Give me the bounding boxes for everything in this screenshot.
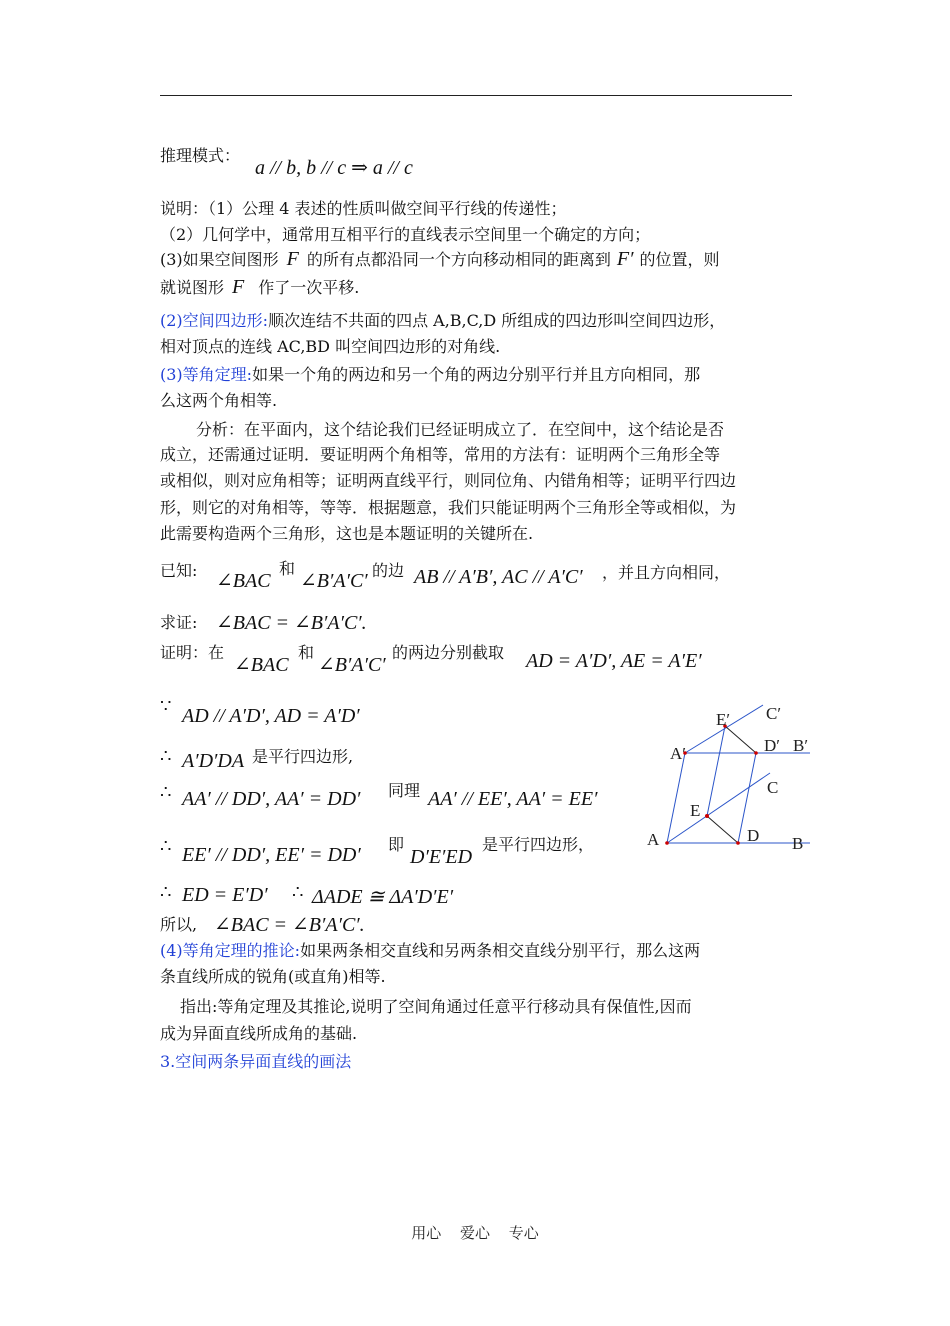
note3-text-b: 的所有点都沿同一个方向移动相同的距离到 xyxy=(306,250,611,269)
note-line-3 xyxy=(160,248,720,271)
label-Dp: D′ xyxy=(764,736,780,755)
point-D xyxy=(736,841,740,845)
label-B: B xyxy=(792,834,804,853)
space-quad-line-1 xyxy=(160,310,725,332)
analysis-line-2: 成立，还需通过证明．要证明两个角相等，常用的方法有：证明两个三角形全等 xyxy=(160,445,721,464)
therefore-symbol-4: ∴ xyxy=(160,882,172,903)
segment-ED xyxy=(707,816,738,843)
prove-formula: ∠BAC = ∠B′A′C′. xyxy=(216,612,367,634)
proof-step-4-tail: 是平行四边形， xyxy=(482,835,595,854)
figure-F-prime: F′ xyxy=(616,248,634,270)
proof-cut-text: 的两边分别截取 xyxy=(392,643,505,662)
proof-step-2-tail: 是平行四边形, xyxy=(252,747,354,766)
corollary-line-2: 条直线所成的锐角(或直角)相等. xyxy=(160,967,386,986)
space-quad-text-1: 顺次连结不共面的四点 A,B,C,D 所组成的四边形叫空间四边形， xyxy=(268,311,726,330)
proof-step-4: EE′ // DD′, EE′ = DD′ xyxy=(182,844,361,866)
proof-step-5: ED = E′D′ xyxy=(182,884,268,906)
proof-step-6: ∠BAC = ∠B′A′C′. xyxy=(214,914,365,936)
proof-label: 证明：在 xyxy=(160,643,225,662)
given-angle-2: ∠B′A′C′ xyxy=(300,570,368,592)
proof-step-2: A′D′DA xyxy=(182,750,245,772)
proof-step-3b: AA′ // EE′, AA′ = EE′ xyxy=(428,788,598,810)
proof-step-4b: D′E′ED xyxy=(410,846,473,868)
analysis-line-5: 此需要构造两个三角形，这也是本题证明的关键所在. xyxy=(160,524,534,543)
given-tail: ，并且方向相同， xyxy=(602,563,731,582)
header-rule xyxy=(160,95,792,96)
note-line-4 xyxy=(160,276,359,299)
proof-angle-1: ∠BAC xyxy=(234,654,289,676)
reasoning-formula: a // b, b // c ⇒ a // c xyxy=(255,157,413,179)
prove-label: 求证: xyxy=(160,613,198,632)
proof-cut-formula: AD = A′D′, AE = A′E′ xyxy=(526,650,702,672)
point-E xyxy=(705,814,709,818)
section-3-heading: 3.空间两条异面直线的画法 xyxy=(160,1052,352,1071)
label-D: D xyxy=(747,826,760,845)
note4-text-a: 就说图形 xyxy=(160,278,225,297)
segment-AAp xyxy=(667,753,685,843)
proof-and: 和 xyxy=(298,643,315,662)
so-label: 所以, xyxy=(160,915,198,934)
proof-angle-2: ∠B′A′C′ xyxy=(318,654,386,676)
point-out-line-1: 指出:等角定理及其推论,说明了空间角通过任意平行移动具有保值性,因而 xyxy=(180,997,692,1016)
point-out-line-2: 成为异面直线所成角的基础. xyxy=(160,1024,358,1043)
corollary-heading: (4)等角定理的推论: xyxy=(160,941,301,960)
segment-EpDp xyxy=(725,726,756,753)
note4-text-b: 作了一次平移. xyxy=(258,278,360,297)
proof-step-1: AD // A′D′, AD = A′D′ xyxy=(182,705,360,727)
space-quad-heading: (2)空间四边形: xyxy=(160,311,269,330)
therefore-symbol-1: ∴ xyxy=(160,746,172,767)
note-line-2: （2）几何学中，通常用互相平行的直线表示空间里一个确定的方向； xyxy=(160,225,651,244)
point-A xyxy=(665,841,669,845)
parallel-angle-figure xyxy=(640,695,820,865)
given-formula: AB // A′B′, AC // A′C′ xyxy=(414,566,583,588)
corollary-text-1: 如果两条相交直线和另两条相交直线分别平行，那么这两 xyxy=(300,941,701,960)
then-text: 即 xyxy=(388,835,405,854)
proof-step-5b: ΔADE ≅ ΔA′D′E′ xyxy=(312,886,454,908)
given-and: 和 xyxy=(279,559,296,578)
figure-F: F xyxy=(286,248,299,270)
reasoning-mode-line xyxy=(160,145,240,167)
label-Bp: B′ xyxy=(793,736,809,755)
analysis-line-4: 形，则它的对角相等，等等．根据题意，我们只能证明两个三角形全等或相似，为 xyxy=(160,498,737,517)
label-Cp: C′ xyxy=(766,704,782,723)
label-A: A xyxy=(647,830,660,849)
note3-text-c: 的位置，则 xyxy=(639,250,720,269)
label-C: C xyxy=(767,778,779,797)
because-symbol: ∵ xyxy=(160,696,172,717)
point-Dp xyxy=(754,751,758,755)
therefore-symbol-3: ∴ xyxy=(160,836,172,857)
same-reason: 同理 xyxy=(388,781,421,800)
analysis-line-1: 分析：在平面内，这个结论我们已经证明成立了．在空间中，这个结论是否 xyxy=(196,420,725,439)
proof-step-3: AA′ // DD′, AA′ = DD′ xyxy=(182,788,361,810)
segment-EEp xyxy=(707,726,725,816)
given-label: 已知: xyxy=(160,561,198,580)
therefore-symbol-5: ∴ xyxy=(292,882,304,903)
label-Ep: E′ xyxy=(716,710,731,729)
given-sides: 的边 xyxy=(372,561,405,580)
note3-text-a: (3)如果空间图形 xyxy=(160,250,279,269)
analysis-line-3: 或相似，则对应角相等；证明两直线平行，则同位角、内错角相等；证明平行四边 xyxy=(160,471,737,490)
equal-angle-text-1: 如果一个角的两边和另一个角的两边分别平行并且方向相同，那 xyxy=(252,365,701,384)
figure-F-2: F xyxy=(232,276,245,298)
label-Ap: A′ xyxy=(670,744,686,763)
therefore-symbol-2: ∴ xyxy=(160,782,172,803)
equal-angle-line-1 xyxy=(160,364,700,386)
label-E: E xyxy=(690,801,701,820)
corollary-line-1 xyxy=(160,940,700,962)
equal-angle-line-2: 么这两个角相等. xyxy=(160,391,278,410)
reasoning-mode-label: 推理模式： xyxy=(160,146,241,165)
equal-angle-heading: (3)等角定理: xyxy=(160,365,253,384)
space-quad-line-2: 相对顶点的连线 AC,BD 叫空间四边形的对角线. xyxy=(160,337,501,356)
given-angle-1: ∠BAC xyxy=(216,570,271,592)
note-line-1: 说明：（1）公理 4 表述的性质叫做空间平行线的传递性； xyxy=(160,199,567,218)
page-footer: 用心 爱心 专心 xyxy=(411,1224,539,1242)
